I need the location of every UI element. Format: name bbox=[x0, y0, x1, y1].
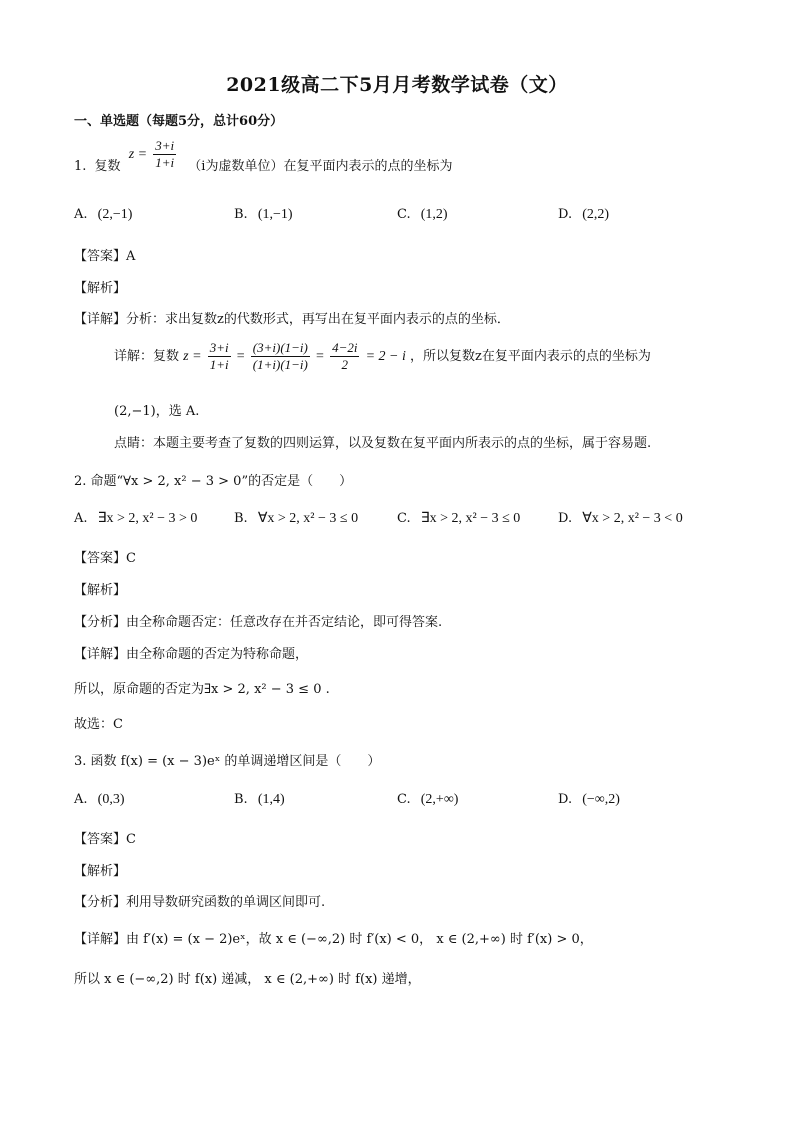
fraction-numerator: 4−2i bbox=[332, 340, 358, 355]
option-a: A. (0,3) bbox=[74, 792, 125, 807]
fraction bbox=[251, 340, 310, 373]
option-d: D. (2,2) bbox=[558, 207, 610, 222]
fraction-denominator: (1+i)(1−i) bbox=[252, 357, 308, 372]
work-end: (2,−1)，选 A. bbox=[114, 404, 200, 419]
choice-line: 故选：C bbox=[74, 717, 123, 732]
fraction-numerator: 3+i bbox=[155, 138, 175, 153]
work-lead: 详解：复数 bbox=[114, 349, 180, 364]
question-2-stem: 2. 命题“∀x > 2, x² − 3 > 0”的否定是（ ） bbox=[74, 474, 353, 489]
option-b: B. (1,−1) bbox=[234, 207, 293, 222]
conclusion-line: 所以，原命题的否定为∃x > 2, x² − 3 ≤ 0 . bbox=[74, 682, 330, 697]
option-b: B. (1,4) bbox=[234, 792, 285, 807]
option-d: D. (−∞,2) bbox=[558, 792, 620, 807]
equals-sign: = bbox=[316, 349, 324, 364]
question-lead: 复数 bbox=[94, 159, 121, 174]
analysis-heading: 【解析】 bbox=[74, 583, 127, 598]
fenxi-line: 【分析】利用导数研究函数的单调区间即可. bbox=[74, 895, 326, 910]
page-title: 2021级高二下5月月考数学试卷（文） bbox=[226, 74, 568, 96]
question-3-stem: 3. 函数 f(x) = (x − 3)eˣ 的单调递增区间是（ ） bbox=[74, 754, 381, 769]
answer-line: 【答案】A bbox=[74, 249, 136, 264]
fenxi-line: 【分析】由全称命题否定：任意改存在并否定结论，即可得答案. bbox=[74, 615, 443, 630]
z-symbol: z = bbox=[128, 147, 148, 162]
work-result: = 2 − i bbox=[365, 349, 406, 364]
fraction bbox=[330, 340, 359, 373]
answer-line: 【答案】C bbox=[74, 832, 136, 847]
fraction-denominator: 1+i bbox=[155, 155, 175, 170]
question-number: 1. bbox=[74, 159, 87, 174]
section-heading: 一、单选题（每题5分，总计60分） bbox=[74, 114, 284, 129]
option-c: C. (1,2) bbox=[397, 207, 448, 222]
z-symbol: z = bbox=[183, 349, 202, 364]
option-a: A. ∃x > 2, x² − 3 > 0 bbox=[74, 511, 198, 526]
detail-line: 【详解】由全称命题的否定为特称命题， bbox=[74, 647, 309, 662]
work-tail: ，所以复数z在复平面内表示的点的坐标为 bbox=[410, 349, 651, 364]
detail-line: 【详解】由 f′(x) = (x − 2)eˣ，故 x ∈ (−∞,2) 时 f′(x) < 0， x ∈ (2,+∞) 时 f′(x) > 0， bbox=[74, 932, 593, 947]
conclusion-line: 所以 x ∈ (−∞,2) 时 f(x) 递减， x ∈ (2,+∞) 时 f(x) 递增， bbox=[74, 972, 421, 987]
fraction-numerator: (3+i)(1−i) bbox=[252, 340, 308, 355]
analysis-heading: 【解析】 bbox=[74, 864, 127, 879]
option-c: C. ∃x > 2, x² − 3 ≤ 0 bbox=[397, 511, 521, 526]
analysis-heading: 【解析】 bbox=[74, 281, 127, 296]
comment-line: 点睛：本题主要考查了复数的四则运算，以及复数在复平面内所表示的点的坐标，属于容易题. bbox=[114, 436, 652, 451]
fraction bbox=[208, 340, 231, 373]
answer-line: 【答案】C bbox=[74, 551, 136, 566]
question-tail: （i为虚数单位）在复平面内表示的点的坐标为 bbox=[188, 159, 453, 174]
question-1-stem bbox=[74, 138, 453, 183]
option-b: B. ∀x > 2, x² − 3 ≤ 0 bbox=[234, 511, 359, 526]
fraction bbox=[153, 138, 176, 171]
detail-line: 【详解】分析：求出复数z的代数形式，再写出在复平面内表示的点的坐标． bbox=[74, 312, 510, 327]
fraction-denominator: 1+i bbox=[209, 357, 229, 372]
option-c: C. (2,+∞) bbox=[397, 792, 459, 807]
option-d: D. ∀x > 2, x² − 3 < 0 bbox=[558, 511, 683, 526]
fraction-numerator: 3+i bbox=[209, 340, 229, 355]
fraction-denominator: 2 bbox=[341, 357, 348, 372]
option-a: A. (2,−1) bbox=[74, 207, 133, 222]
equals-sign: = bbox=[236, 349, 245, 364]
work-line bbox=[114, 340, 651, 373]
